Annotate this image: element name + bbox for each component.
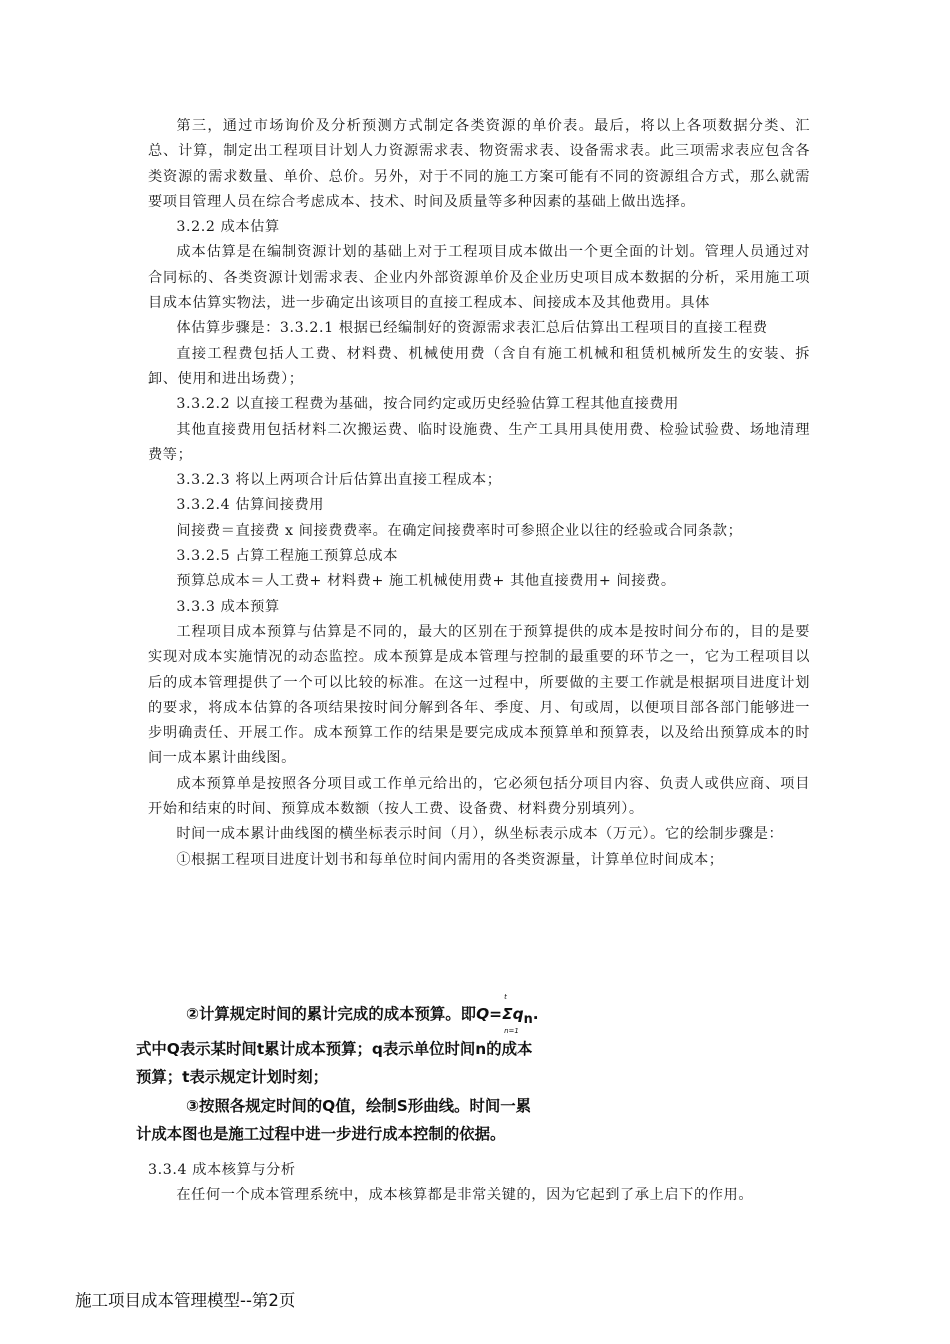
sum-lower: n=1 [504, 1026, 519, 1035]
paragraph: 预算总成本＝人工费+ 材料费+ 施工机械使用费+ 其他直接费用+ 间接费。 [176, 573, 676, 590]
paragraph: 成本估算是在编制资源计划的基础上对于工程项目成本做出一个更全面的计划。管理人员通过对合同标的、各类资源计划需求表、企业内外部资源单价及企业历史项目成本数据的分析，采用施工项目成本估算实物法，进一步确定出该项目的直接工程成本、间接成本及其他费用。具体 [148, 244, 810, 312]
sum-upper: t [504, 993, 507, 1001]
paragraph: 直接工程费包括人工费、材料费、机械使用费（含自有施工机械和租赁机械所发生的安装、拆卸、使用和进出场费）； [148, 345, 810, 387]
section-heading: 3.3.4 成本核算与分析 [148, 1162, 296, 1178]
body-text [148, 114, 810, 873]
sum-symbol [502, 993, 519, 1035]
paragraph: 3.3.2.4 估算间接费用 [176, 497, 325, 514]
scan-line: 预算；t表示规定计划时刻； [136, 1068, 329, 1087]
paragraph: 3.3.2.2 以直接工程费为基础，按合同约定或历史经验估算工程其他直接费用 [176, 396, 679, 413]
paragraph: 体估算步骤是：3.3.2.1 根据已经编制好的资源需求表汇总后估算出工程项目的直接工程费 [176, 320, 768, 337]
section-heading: 3.3.3 成本预算 [176, 598, 280, 615]
formula-q: Q [476, 1005, 490, 1023]
scan-line-text: ②计算规定时间的累计完成的成本预算。即 [186, 1005, 477, 1023]
scan-line: ③按照各规定时间的Q值，绘制S形曲线。时间一累 [186, 1096, 532, 1115]
formula-qn: q [512, 1005, 524, 1023]
paragraph: 成本预算单是按照各分项目或工作单元给出的，它必须包括分项目内容、负责人或供应商、项目开始和结束的时间、预算成本数额（按人工费、设备费、材料费分别填列）。 [148, 775, 810, 818]
sum-sign: Σ [502, 1005, 513, 1023]
page-footer: 施工项目成本管理模型--第2页 [75, 1291, 296, 1310]
paragraph: 工程项目成本预算与估算是不同的，最大的区别在于预算提供的成本是按时间分布的，目的是要实现对成本实施情况的动态监控。成本预算是成本管理与控制的最重要的环节之一，它为工程项目以后的成本管理提供了一个可以比较的标准。在这一过程中，所要做的主要工作就是根据项目进度计划的要求，将成本估算的各项结果按时间分解到各年、季度、月、旬或周，以便项目部各部门能够进一步明确责任、开展工作。成本预算工作的结果是要完成成本预算单和预算表，以及给出预算成本的时间一成本累计曲线图。 [148, 623, 810, 767]
scan-line: 式中Q表示某时间t累计成本预算；q表示单位时间n的成本 [136, 1039, 533, 1058]
paragraph: 3.3.2.3 将以上两项合计后估算出直接工程成本； [176, 472, 502, 489]
section-heading: 3.2.2 成本估算 [176, 219, 280, 236]
paragraph: 3.3.2.5 占算工程施工预算总成本 [176, 548, 398, 565]
scan-line: 计成本图也是施工过程中进一步进行成本控制的依据。 [136, 1125, 506, 1144]
paragraph: 第三，通过市场询价及分析预测方式制定各类资源的单价表。最后，将以上各项数据分类、汇总、计算，制定出工程项目计划人力资源需求表、物资需求表、设备需求表。此三项需求表应包含各类资源的需求数量、单价、总价。另外，对于不同的施工方案可能有不同的资源组合方式，那么就需要项目管理人员在综合考虑成本、技术、时间及质量等多种因素的基础上做出选择。 [148, 118, 810, 210]
paragraph: 在任何一个成本管理系统中，成本核算都是非常关键的，因为它起到了承上启下的作用。 [176, 1187, 754, 1204]
formula-sub: n [523, 1012, 533, 1028]
scanned-excerpt [136, 993, 636, 1149]
paragraph: 间接费＝直接费 x 间接费费率。在确定间接费率时可参照企业以往的经验或合同条款； [176, 522, 743, 539]
scan-line [136, 993, 636, 1035]
formula-eq: = [489, 1005, 503, 1023]
closing-section [148, 1158, 828, 1209]
formula-end: . [532, 1005, 539, 1023]
paragraph: 时间一成本累计曲线图的横坐标表示时间（月），纵坐标表示成本（万元）。它的绘制步骤是： [176, 826, 784, 843]
paragraph: ①根据工程项目进度计划书和每单位时间内需用的各类资源量，计算单位时间成本； [176, 851, 724, 868]
paragraph: 其他直接费用包括材料二次搬运费、临时设施费、生产工具用具使用费、检验试验费、场地清理费等； [148, 421, 810, 463]
